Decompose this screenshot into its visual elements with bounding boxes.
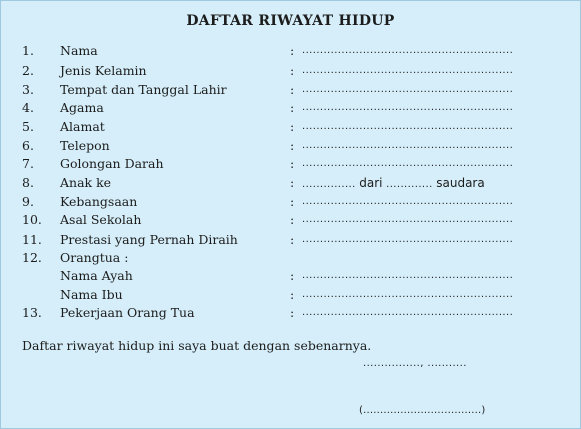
- field-row-agama: [1, 99, 580, 117]
- field-number: 6.: [22, 138, 34, 153]
- field-number: 10.: [22, 212, 42, 227]
- field-number: 7.: [22, 156, 34, 171]
- field-label: Nama Ibu: [60, 287, 123, 302]
- field-row-pekerjaan-orang-tua: [1, 304, 580, 322]
- sibling-count-blank: .............: [386, 179, 433, 190]
- field-blank-line: ...........................................................: [302, 234, 514, 245]
- field-colon: :: [290, 232, 295, 247]
- word-dari: dari: [359, 176, 383, 190]
- field-row-jenis-kelamin: [1, 62, 580, 80]
- field-number: 4.: [22, 100, 34, 115]
- field-blank-line: ...........................................................: [302, 270, 514, 281]
- field-colon: :: [290, 212, 295, 227]
- field-row-prestasi: [1, 231, 580, 249]
- field-colon: :: [290, 156, 295, 171]
- field-blank-line: ...........................................................: [302, 140, 514, 151]
- field-blank-line: ...........................................................: [302, 45, 514, 56]
- field-colon: :: [290, 305, 295, 320]
- field-number: 9.: [22, 194, 34, 209]
- field-blank-line: ...........................................................: [302, 158, 514, 169]
- field-number: 12.: [22, 250, 42, 265]
- declaration-statement: Daftar riwayat hidup ini saya buat dengan sebenarnya.: [22, 338, 372, 353]
- field-colon: :: [290, 63, 295, 78]
- field-number: 2.: [22, 63, 34, 78]
- field-row-kebangsaan: [1, 193, 580, 211]
- form-title: DAFTAR RIWAYAT HIDUP: [186, 13, 395, 29]
- field-label: Telepon: [60, 138, 110, 153]
- field-number: 13.: [22, 305, 42, 320]
- field-label: Tempat dan Tanggal Lahir: [60, 82, 227, 97]
- field-row-anak-ke: [1, 174, 580, 192]
- field-colon: :: [290, 287, 295, 302]
- word-saudara: saudara: [436, 176, 485, 190]
- field-blank-line: ...........................................................: [302, 65, 514, 76]
- field-label: Asal Sekolah: [60, 212, 142, 227]
- field-colon: :: [290, 175, 295, 190]
- field-row-asal-sekolah: [1, 211, 580, 229]
- field-row-golongan-darah: [1, 155, 580, 173]
- field-label: Jenis Kelamin: [60, 63, 147, 78]
- child-order-blank: ...............: [302, 179, 356, 190]
- place-date-blank: ................, ...........: [363, 358, 467, 369]
- field-row-orangtua: [1, 249, 580, 267]
- field-label: Pekerjaan Orang Tua: [60, 305, 195, 320]
- field-colon: :: [290, 268, 295, 283]
- field-row-nama: [1, 42, 580, 60]
- field-row-nama-ibu: [1, 286, 580, 304]
- field-label: Golongan Darah: [60, 156, 164, 171]
- field-colon: :: [290, 194, 295, 209]
- field-number: 11.: [22, 232, 42, 247]
- field-row-nama-ayah: [1, 267, 580, 285]
- field-number: 8.: [22, 175, 34, 190]
- field-number: 1.: [22, 43, 34, 58]
- field-blank-line: ...........................................................: [302, 102, 514, 113]
- field-label: Kebangsaan: [60, 194, 138, 209]
- field-label: Prestasi yang Pernah Diraih: [60, 232, 238, 247]
- field-blank-line: [302, 174, 485, 194]
- field-label: Alamat: [60, 119, 105, 134]
- field-blank-line: ...........................................................: [302, 289, 514, 300]
- field-blank-line: ...........................................................: [302, 196, 514, 207]
- field-label: Orangtua :: [60, 250, 129, 265]
- field-colon: :: [290, 119, 295, 134]
- field-colon: :: [290, 43, 295, 58]
- field-blank-line: ...........................................................: [302, 307, 514, 318]
- field-colon: :: [290, 100, 295, 115]
- field-colon: :: [290, 82, 295, 97]
- field-label: Nama Ayah: [60, 268, 133, 283]
- field-blank-line: ...........................................................: [302, 214, 514, 225]
- field-blank-line: ...........................................................: [302, 84, 514, 95]
- field-row-telepon: [1, 137, 580, 155]
- field-row-tempat-tanggal-lahir: [1, 81, 580, 99]
- field-number: 5.: [22, 119, 34, 134]
- field-row-alamat: [1, 118, 580, 136]
- field-blank-line: ...........................................................: [302, 121, 514, 132]
- signature-blank: (...................................): [359, 405, 486, 416]
- field-number: 3.: [22, 82, 34, 97]
- field-label: Agama: [60, 100, 104, 115]
- field-colon: :: [290, 138, 295, 153]
- field-label: Nama: [60, 43, 98, 58]
- field-label: Anak ke: [60, 175, 112, 190]
